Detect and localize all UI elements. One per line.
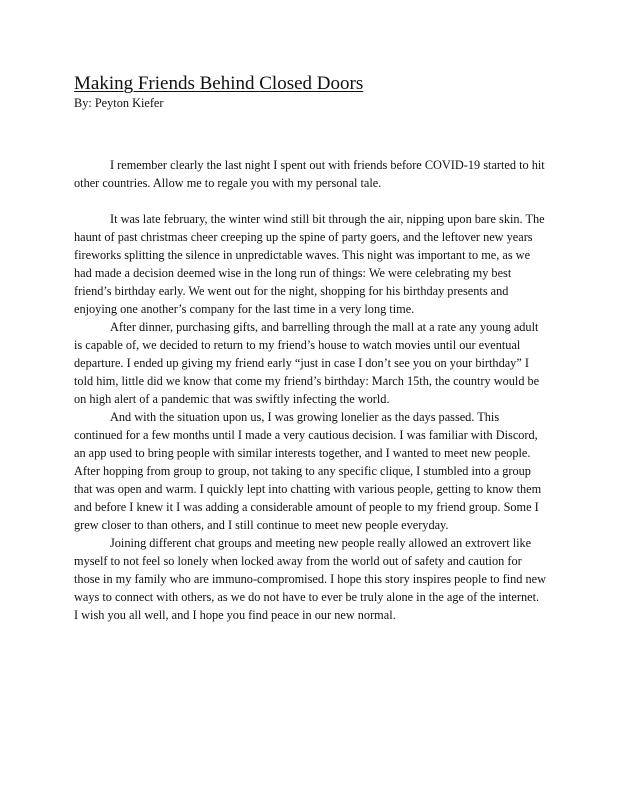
author-byline: By: Peyton Kiefer <box>74 96 164 110</box>
paragraph-after-dinner: After dinner, purchasing gifts, and barrelling through the mall at a rate any young adult is capable of, we decided to return to my friend’s house to watch movies until our eventual departure. I ended up giving my friend early “just in case I don’t see you on your birthday” I told him, little did we know that come my friend’s birthday: March 15th, the country would be on high alert of a pandemic that was swiftly infecting the world. <box>74 320 540 406</box>
paragraph-february-night: It was late february, the winter wind still bit through the air, nipping upon bare skin. The haunt of past christmas cheer creeping up the spine of party goers, and the leftover new years fireworks splitting the silence in unpredictable waves. This night was important to me, as we had made a decision deemed wise in the long run of things: We were celebrating my best friend’s birthday early. We went out for the night, shopping for his birthday presents and enjoying one another’s company for the last time in a very long time. <box>74 212 545 316</box>
paragraph-discord: And with the situation upon us, I was growing lonelier as the days passed. This continued for a few months until I made a very cautious decision. I was familiar with Discord, an app used to bring people with similar interests together, and I wanted to meet new people. After hopping from group to group, not taking to any specific clique, I stumbled into a group that was open and warm. I quickly lept into chatting with various people, getting to know them and before I knew it I was adding a considerable amount of people to my friend group. Some I grew closer to than others, and I still continue to meet new people everyday. <box>74 410 542 532</box>
document-title: Making Friends Behind Closed Doors <box>74 73 364 94</box>
document-body <box>74 156 546 624</box>
paragraph-conclusion: Joining different chat groups and meeting new people really allowed an extrovert like myself to not feel so lonely when locked away from the world out of safety and caution for those in my family who are immuno-compromised. I hope this story inspires people to find new ways to connect with others, as we do not have to ever be truly alone in the age of the internet. I wish you all well, and I hope you find peace in our new normal. <box>74 536 546 622</box>
paragraph-intro: I remember clearly the last night I spent out with friends before COVID-19 started to hit other countries. Allow me to regale you with my personal tale. <box>74 158 545 190</box>
